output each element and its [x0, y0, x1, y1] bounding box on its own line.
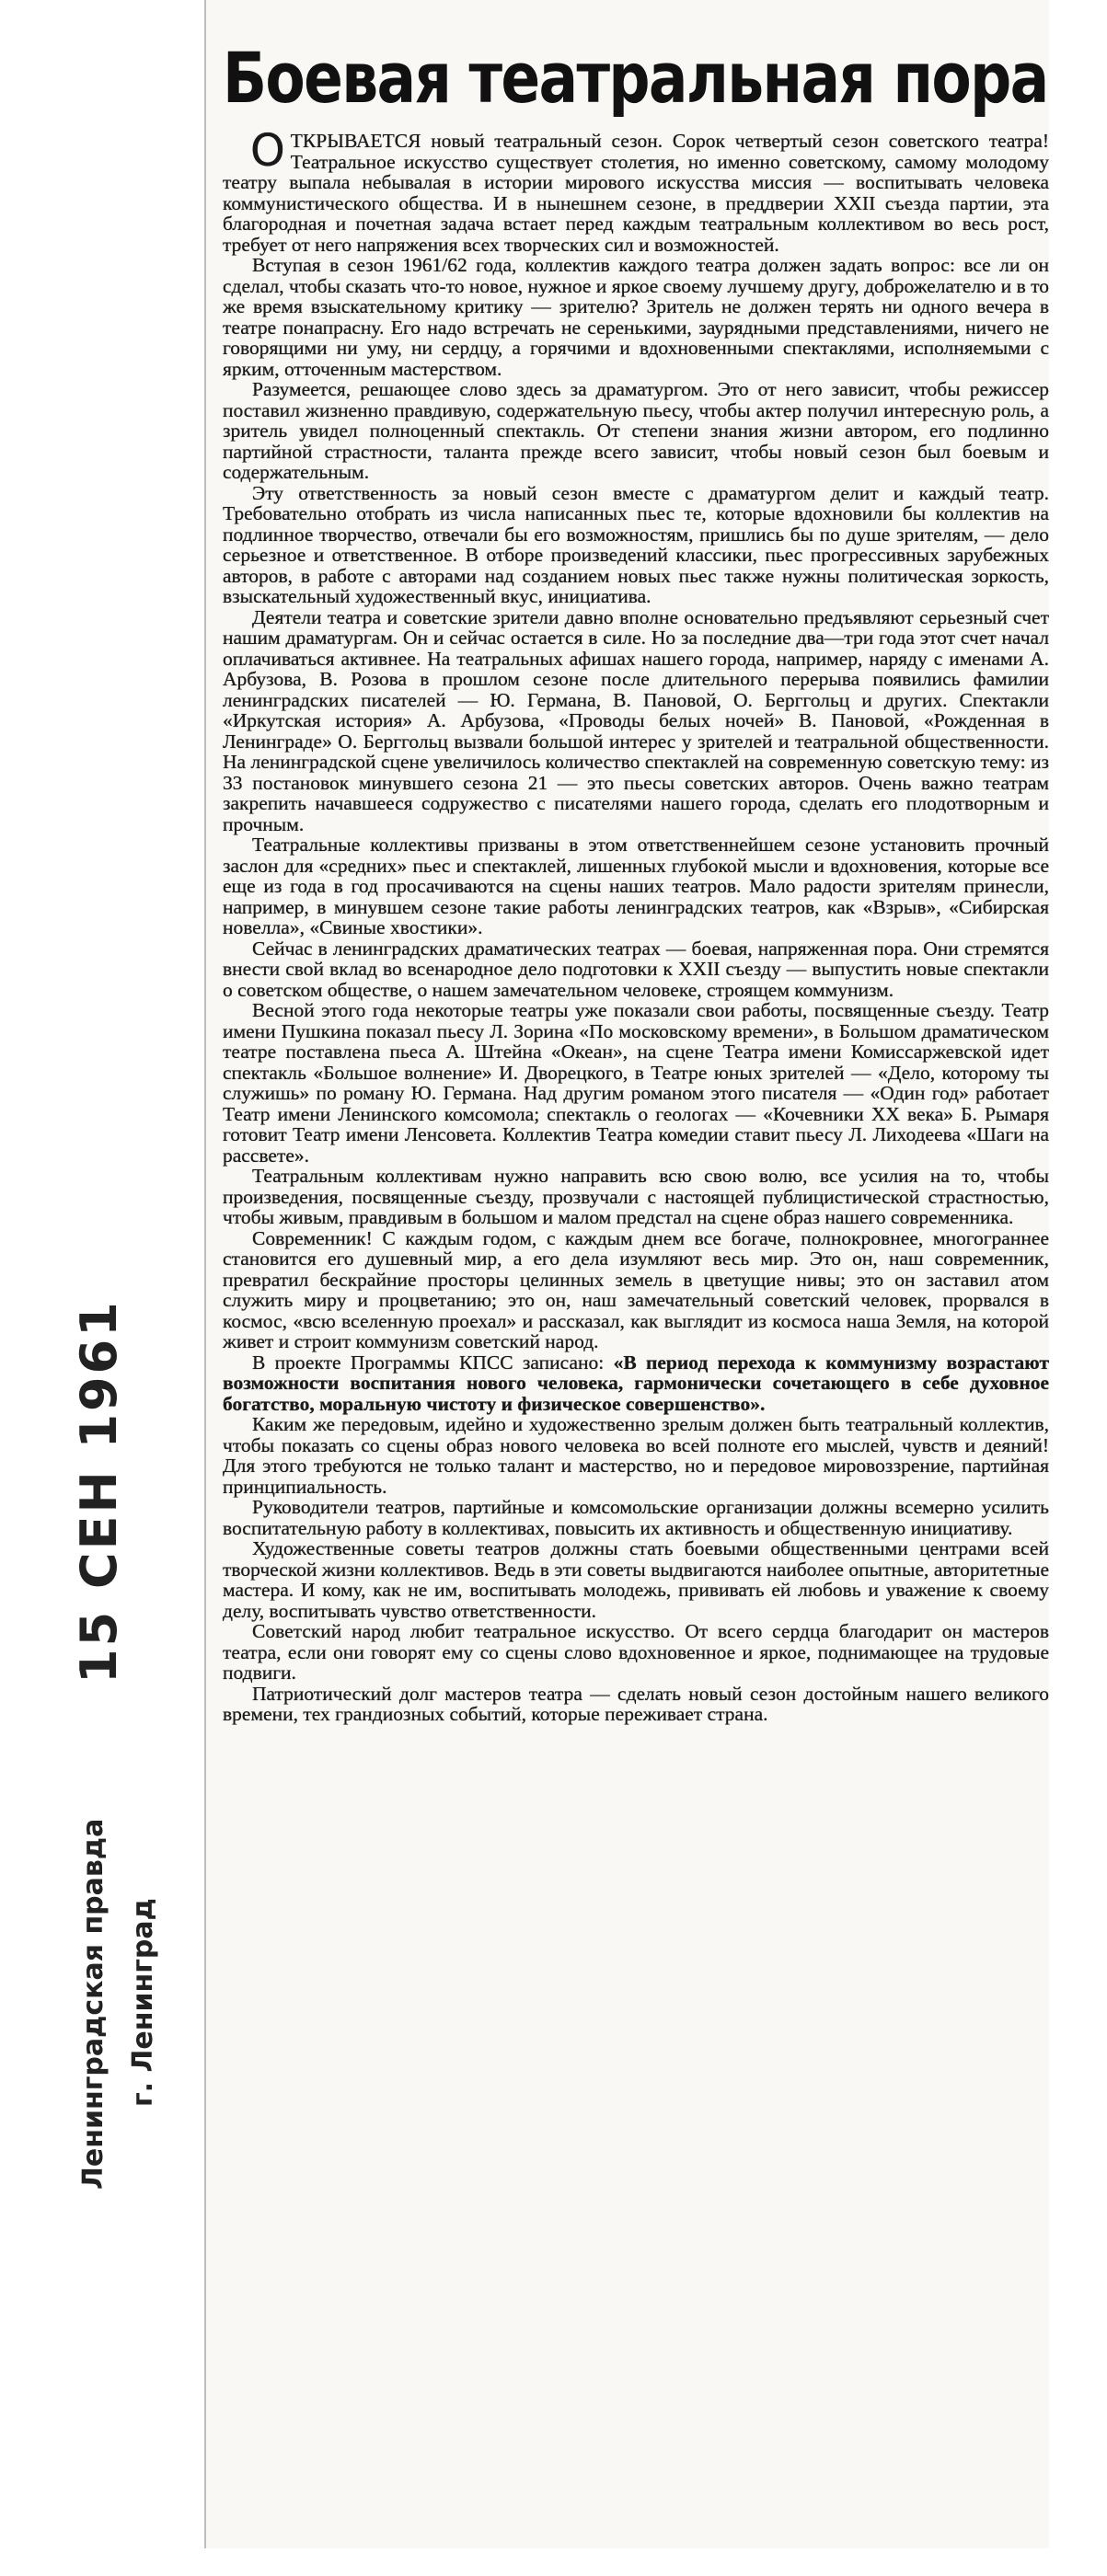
article-paragraph: Деятели театра и советские зрители давно вполне основательно предъявляют серьезный счет нашим драматургам. Он и сейчас остается в силе. Но за последние два—три года этот счет начал оплачиваться активнее. На театральных афишах нашего города, например, наряду с именами А. Арбузова, В. Розова в прошлом сезоне после длительного перерыва появились фамилии ленинградских писателей — Ю. Германа, В. Пановой, О. Берггольц и других. Спектакли «Иркутская история» А. Арбузова, «Проводы белых ночей» В. Пановой, «Рожденная в Ленинграде» О. Берггольц вызвали большой интерес у зрителей и театральной общественности. На ленинградской сцене увеличилось количество спектаклей на современную советскую тему: из 33 постановок минувшего сезона 21 — это пьесы советских авторов. Очень важно театрам закрепить начавшееся содружество с писателями нашего города, сделать его плодотворным и прочным.	[223, 605, 1049, 835]
newspaper-clipping	[204, 0, 1049, 2548]
article-body	[223, 125, 1050, 1725]
program-quote: «В период перехода к коммунизму возрастают возможности воспитания нового человека, гармонически сочетающего в себе духовное богатство, моральную чистоту и физическое совершенство».	[223, 1351, 1050, 1415]
article-paragraph: Современник! С каждым годом, с каждым днем все богаче, полнокровнее, многограннее становится его душевный мир, а его дела изумляют весь мир. Это он, наш современник, превратил бескрайние просторы целинных земель в цветущие нивы; это он заставил атом служить миру и процветанию; это он, наш замечательный советский человек, прорвался в космос, «всю вселенную проехал» и рассказал, как выглядит из космоса наша Земля, на которой живет и строит коммунизм советский народ.	[223, 1226, 1049, 1352]
program-intro: В проекте Программы КПСС записано:	[252, 1351, 614, 1374]
article-headline: Боевая театральная пора	[223, 37, 1048, 119]
article-paragraph: Театральные коллективы призваны в этом ответственнейшем сезоне установить прочный заслон для «средних» пьес и спектаклей, лишенных глубокой мысли и вдохновения, которые все еще из года в год просачиваются на сцены наших театров. Мало радости зрителям принесли, например, в минувшем сезоне такие работы ленинградских театров, как «Взрыв», «Сибирская новелла», «Свиные хвостики».	[223, 834, 1049, 938]
article-paragraph: Художественные советы театров должны стать боевыми общественными центрами всей творческой жизни коллективов. Ведь в эти советы выдвигаются наиболее опытные, авторитетные мастера. И кому, как не им, воспитывать молодежь, прививать ей любовь и уважение к своему делу, воспитывать чувство ответственности.	[223, 1537, 1049, 1622]
program-paragraph	[223, 1352, 1049, 1415]
drop-cap: О	[250, 125, 285, 177]
lead-paragraph	[223, 125, 1049, 256]
article-paragraph: Вступая в сезон 1961/62 года, коллектив каждого театра должен задать вопрос: все ли он сделал, чтобы сказать что-то новое, нужное и яркое своему лучшему другу, доброжелателю и в то же время взыскательному критику — зрителю? Зритель не должен терять ни одного вечера в театре понапрасну. Его надо встречать не серенькими, заурядными представлениями, ничего не говорящими ни уму, ни сердцу, а горячими и вдохновенными спектаклями, исполняемыми с ярким, отточенным мастерством.	[223, 254, 1049, 380]
source-city: г. Ленинград	[127, 1898, 159, 2107]
article-paragraph: Театральным коллективам нужно направить всю свою волю, все усилия на то, чтобы произведения, посвященные съезду, прозвучали с настоящей публицистической страстностью, чтобы живым, правдивым в большом и малом предстал на сцене образ нашего современника.	[223, 1165, 1049, 1228]
article-paragraph: Разумеется, решающее слово здесь за драматургом. Это от него зависит, чтобы режиссер поставил жизненно правдивую, содержательную пьесу, чтобы актер получил интересную роль, а зритель увидел полноценный спектакль. От степени знания жизни автором, его подлинно партийной страстности, таланта прежде всего зависит, чтобы новый сезон был боевым и содержательным.	[223, 378, 1049, 483]
article-paragraph: Патриотический долг мастеров театра — сделать новый сезон достойным нашего великого времени, тех грандиозных событий, которые переживает страна.	[223, 1682, 1049, 1725]
lead-text: новый театральный сезон. Сорок четвертый сезон советского театра! Театральное искусство существует столетия, но именно советскому, самому молодому театру выпала небывалая в истории мирового искусства миссия — воспитывать человека коммунистического общества. И в нынешнем сезоне, в преддверии XXII съезда партии, эта благородная и почетная задача встает перед каждым театральным коллективом во весь рост, требует от него напряжения всех творческих сил и возможностей.	[223, 130, 1049, 256]
article-paragraph: Каким же передовым, идейно и художественно зрелым должен быть театральный коллектив, чтобы показать со сцены образ нового человека во всей полноте его мыслей, чувств и деяний! Для этого требуются не только талант и мастерство, но и передовое мировоззрение, партийная принципиальность.	[223, 1413, 1049, 1498]
article-paragraph: Сейчас в ленинградских драматических театрах — боевая, напряженная пора. Они стремятся внести свой вклад во всенародное дело подготовки к XXII съезду — выпустить новые спектакли о советском обществе, о нашем замечательном человеке, строящем коммунизм.	[223, 937, 1049, 1001]
article-paragraph: Эту ответственность за новый сезон вместе с драматургом делит и каждый театр. Требовательно отобрать из числа написанных пьес те, которые вдохновили бы коллектив на подлинное творчество, отвечали бы его возможностям, пришлись бы по душе зрителям, — дело серьезное и ответственное. В отборе произведений классики, пьес прогрессивных зарубежных авторов, в работе с авторами над созданием новых пьес также нужны политическая зоркость, взыскательный художественный вкус, инициатива.	[223, 481, 1049, 607]
date-stamp: 15 СЕН 1961	[70, 1299, 128, 1684]
article-paragraph: Советский народ любит театральное искусство. От всего сердца благодарит он мастеров театра, если они говорят ему со сцены слово вдохновенное и яркое, поднимающее на трудовые подвиги.	[223, 1620, 1049, 1684]
source-newspaper-name: Ленинградская правда	[77, 1818, 110, 2190]
article-paragraph: Руководители театров, партийные и комсомольские организации должны всемерно усилить воспитательную работу в коллективах, повысить их активность и общественную инициативу.	[223, 1496, 1049, 1539]
article-paragraph: Весной этого года некоторые театры уже показали свои работы, посвященные съезду. Театр имени Пушкина показал пьесу Л. Зорина «По московскому времени», в Большом драматическом театре поставлена пьеса А. Штейна «Океан», на сцене Театра имени Комиссаржевской идет спектакль «Большое волнение» И. Дворецкого, в Театре юных зрителей — «Дело, которому ты служишь» по роману Ю. Германа. Над другим романом этого писателя — «Один год» работает Театр имени Ленинского комсомола; спектакль о геологах — «Кочевники XX века» Б. Рымаря готовит Театр имени Ленсовета. Коллектив Театра комедии ставит пьесу Л. Лиходеева «Шаги на рассвете».	[223, 999, 1049, 1167]
lead-first-word: ТКРЫВАЕТСЯ	[290, 130, 421, 152]
